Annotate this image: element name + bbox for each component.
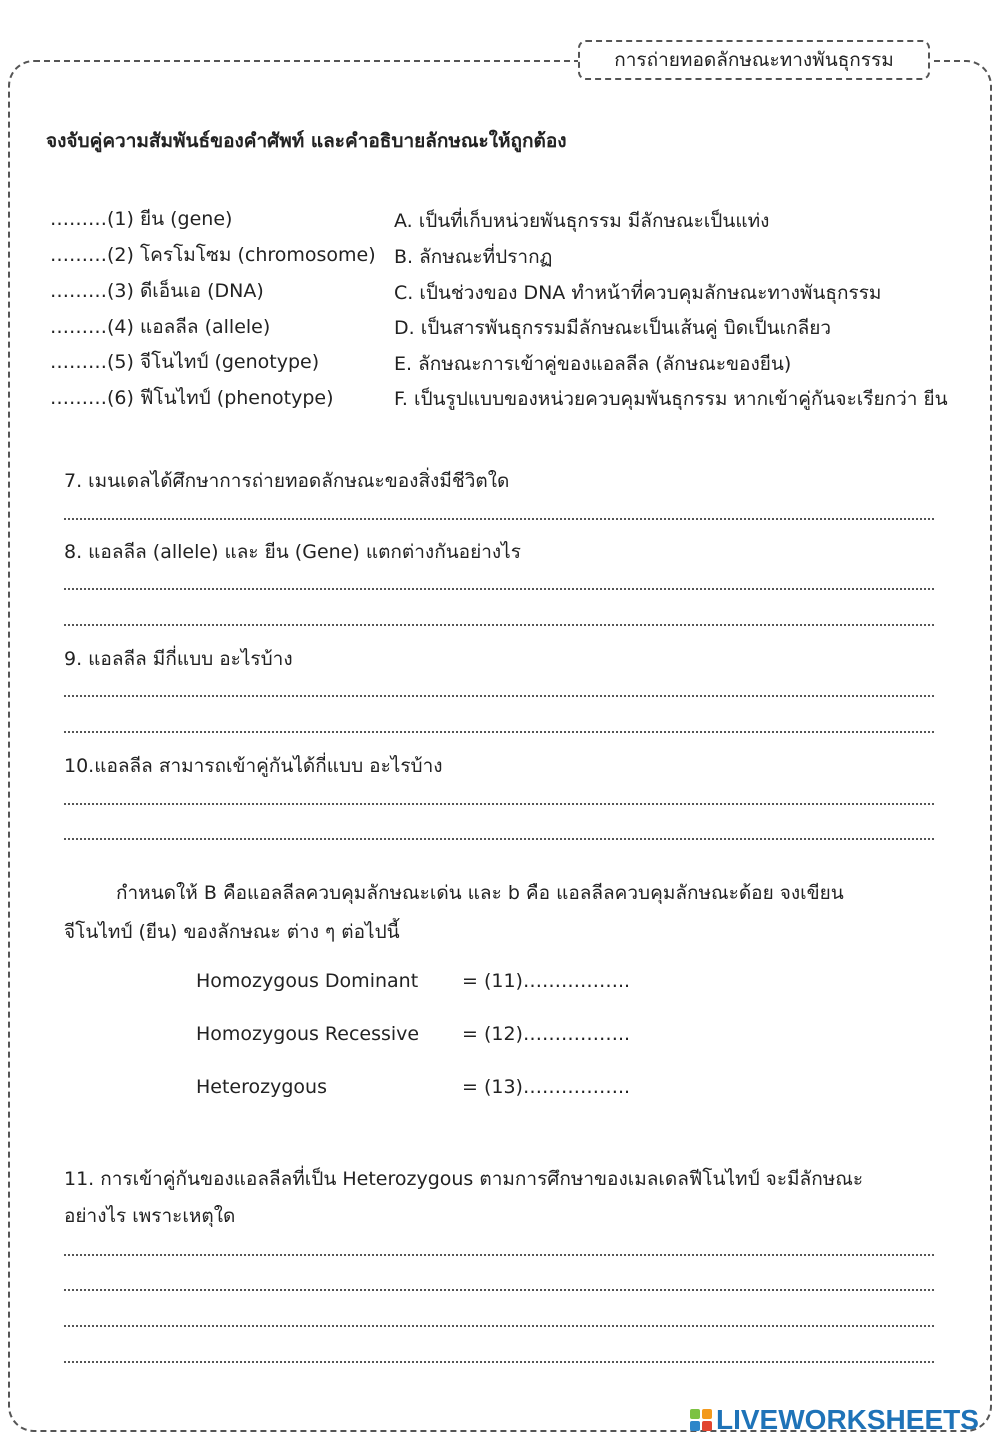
question-9: 9. แอลลีล มีกี่แบบ อะไรบ้าง (64, 648, 293, 670)
question-11-line-2: อย่างไร เพราะเหตุใด (64, 1205, 236, 1227)
question-8: 8. แอลลีล (allele) และ ยีน (Gene) แตกต่างกันอย่างไร (64, 541, 521, 563)
answer-line-8b[interactable] (64, 624, 934, 626)
answer-line-10b[interactable] (64, 838, 934, 840)
genotype-label-homozygous-dominant: Homozygous Dominant (196, 970, 419, 992)
question-7: 7. เมนเดลได้ศึกษาการถ่ายทอดลักษณะของสิ่งมีชีวิตใด (64, 470, 510, 492)
genotype-intro-line-1: กำหนดให้ B คือแอลลีลควบคุมลักษณะเด่น และ b คือ แอลลีลควบคุมลักษณะด้อย จงเขียน (116, 882, 844, 904)
answer-line-9b[interactable] (64, 731, 934, 733)
term-4[interactable]: ………(4) แอลลีล (allele) (50, 316, 271, 338)
instruction-text: จงจับคู่ความสัมพันธ์ของคำศัพท์ และคำอธิบายลักษณะให้ถูกต้อง (46, 130, 567, 152)
genotype-answer-11[interactable]: = (11)…………….. (462, 970, 631, 992)
term-6[interactable]: ………(6) ฟีโนไทป์ (phenotype) (50, 387, 334, 409)
term-3[interactable]: ………(3) ดีเอ็นเอ (DNA) (50, 280, 264, 302)
answer-line-10a[interactable] (64, 803, 934, 805)
definition-d: D. เป็นสารพันธุกรรมมีลักษณะเป็นเส้นคู่ บิดเป็นเกลียว (394, 317, 832, 339)
genotype-intro-line-2: จีโนไทป์ (ยีน) ของลักษณะ ต่าง ๆ ต่อไปนี้ (64, 921, 400, 943)
answer-line-7[interactable] (64, 518, 934, 520)
term-5[interactable]: ………(5) จีโนไทป์ (genotype) (50, 351, 320, 373)
term-1[interactable]: ………(1) ยีน (gene) (50, 208, 233, 230)
answer-line-11a[interactable] (64, 1254, 934, 1256)
definition-b: B. ลักษณะที่ปรากฏ (394, 246, 553, 268)
worksheet-title (578, 40, 930, 80)
genotype-answer-13[interactable]: = (13)…………….. (462, 1076, 631, 1098)
liveworksheets-brand-text: LIVEWORKSHEETS (716, 1404, 979, 1435)
answer-line-11b[interactable] (64, 1289, 934, 1291)
answer-line-11c[interactable] (64, 1325, 934, 1327)
definition-f: F. เป็นรูปแบบของหน่วยควบคุมพันธุกรรม หากเข้าคู่กันจะเรียกว่า ยีน (394, 388, 948, 410)
question-10: 10.แอลลีล สามารถเข้าคู่กันได้กี่แบบ อะไรบ้าง (64, 755, 443, 777)
definition-c: C. เป็นช่วงของ DNA ทำหน้าที่ควบคุมลักษณะทางพันธุกรรม (394, 282, 882, 304)
answer-line-9a[interactable] (64, 695, 934, 697)
answer-line-11d[interactable] (64, 1361, 934, 1363)
definition-e: E. ลักษณะการเข้าคู่ของแอลลีล (ลักษณะของยีน) (394, 353, 792, 375)
definition-a: A. เป็นที่เก็บหน่วยพันธุกรรม มีลักษณะเป็นแท่ง (394, 210, 770, 232)
liveworksheets-logo-icon (690, 1409, 712, 1431)
genotype-label-homozygous-recessive: Homozygous Recessive (196, 1023, 420, 1045)
question-11-line-1: 11. การเข้าคู่กันของแอลลีลที่เป็น Heterozygous ตามการศึกษาของเมลเดลฟีโนไทป์ จะมีลักษณะ (64, 1168, 864, 1190)
genotype-label-heterozygous: Heterozygous (196, 1076, 327, 1098)
genotype-answer-12[interactable]: = (12)…………….. (462, 1023, 631, 1045)
worksheet-title-text: การถ่ายทอดลักษณะทางพันธุกรรม (614, 49, 894, 71)
liveworksheets-logo (690, 1402, 979, 1438)
term-2[interactable]: ………(2) โครโมโซม (chromosome) (50, 244, 376, 266)
answer-line-8a[interactable] (64, 588, 934, 590)
